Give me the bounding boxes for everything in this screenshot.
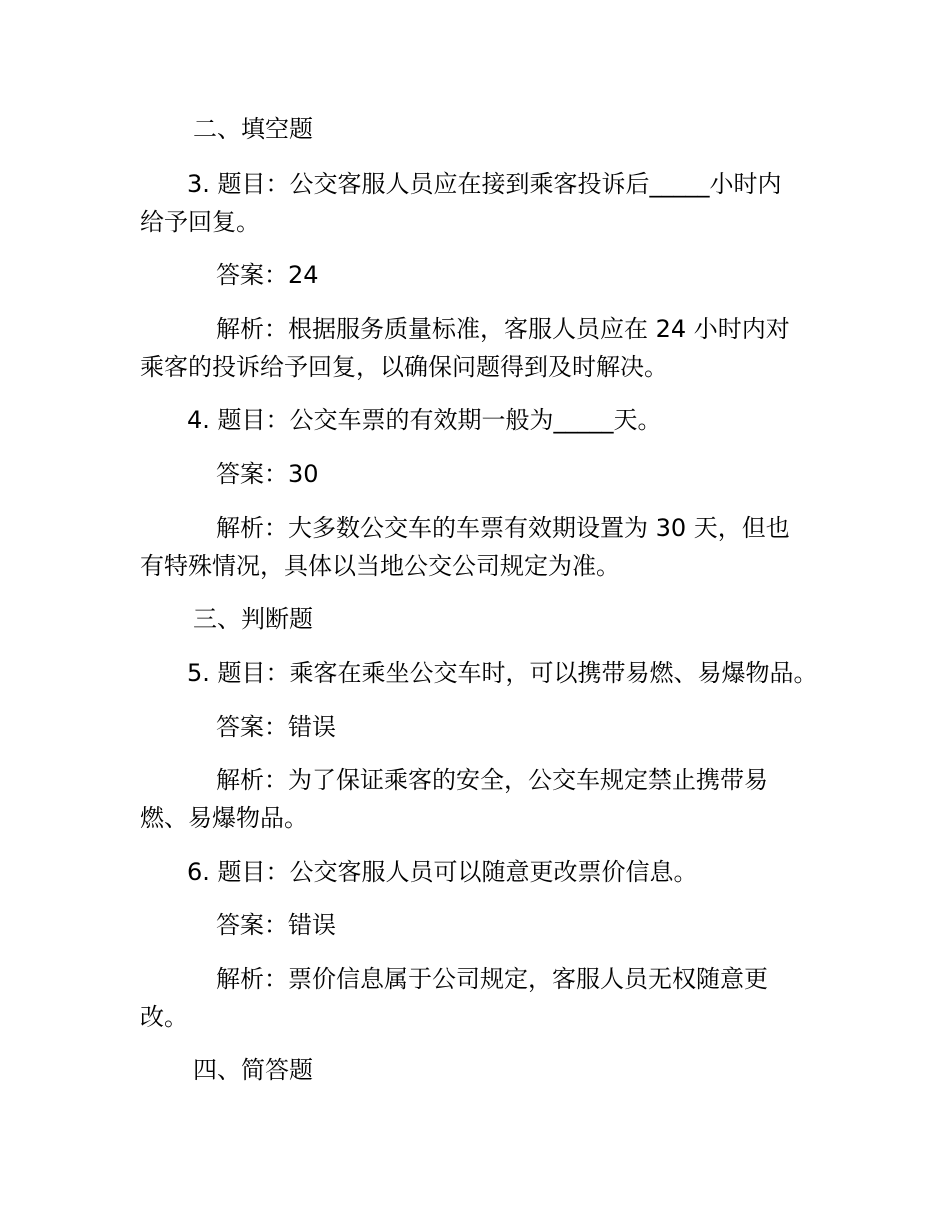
q4-answer: 答案：30	[216, 460, 319, 488]
q3-analysis-line1: 解析：根据服务质量标准，客服人员应在 24 小时内对	[216, 315, 790, 343]
q5-analysis-line2: 燃、易爆物品。	[140, 804, 308, 832]
section-heading-true-false: 三、判断题	[193, 605, 313, 633]
q6-question: 6. 题目：公交客服人员可以随意更改票价信息。	[187, 858, 698, 886]
q5-answer: 答案：错误	[216, 713, 336, 741]
q3-answer: 答案：24	[216, 261, 319, 289]
section-heading-short-answer: 四、简答题	[193, 1056, 313, 1084]
q6-analysis-line1: 解析：票价信息属于公司规定，客服人员无权随意更	[216, 965, 768, 993]
q4-analysis-line2: 有特殊情况，具体以当地公交公司规定为准。	[140, 552, 620, 580]
q4-question: 4. 题目：公交车票的有效期一般为_____天。	[187, 406, 662, 434]
q6-analysis-line2: 改。	[140, 1003, 188, 1031]
section-heading-fill-blank: 二、填空题	[193, 115, 313, 143]
q5-analysis-line1: 解析：为了保证乘客的安全，公交车规定禁止携带易	[216, 766, 768, 794]
q3-analysis-line2: 乘客的投诉给予回复，以确保问题得到及时解决。	[140, 353, 668, 381]
q6-answer: 答案：错误	[216, 911, 336, 939]
q4-analysis-line1: 解析：大多数公交车的车票有效期设置为 30 天，但也	[216, 514, 790, 542]
q5-question: 5. 题目：乘客在乘坐公交车时，可以携带易燃、易爆物品。	[187, 659, 818, 687]
q3-question-line1: 3. 题目：公交客服人员应在接到乘客投诉后_____小时内	[187, 170, 782, 198]
q3-question-line2: 给予回复。	[140, 208, 260, 236]
